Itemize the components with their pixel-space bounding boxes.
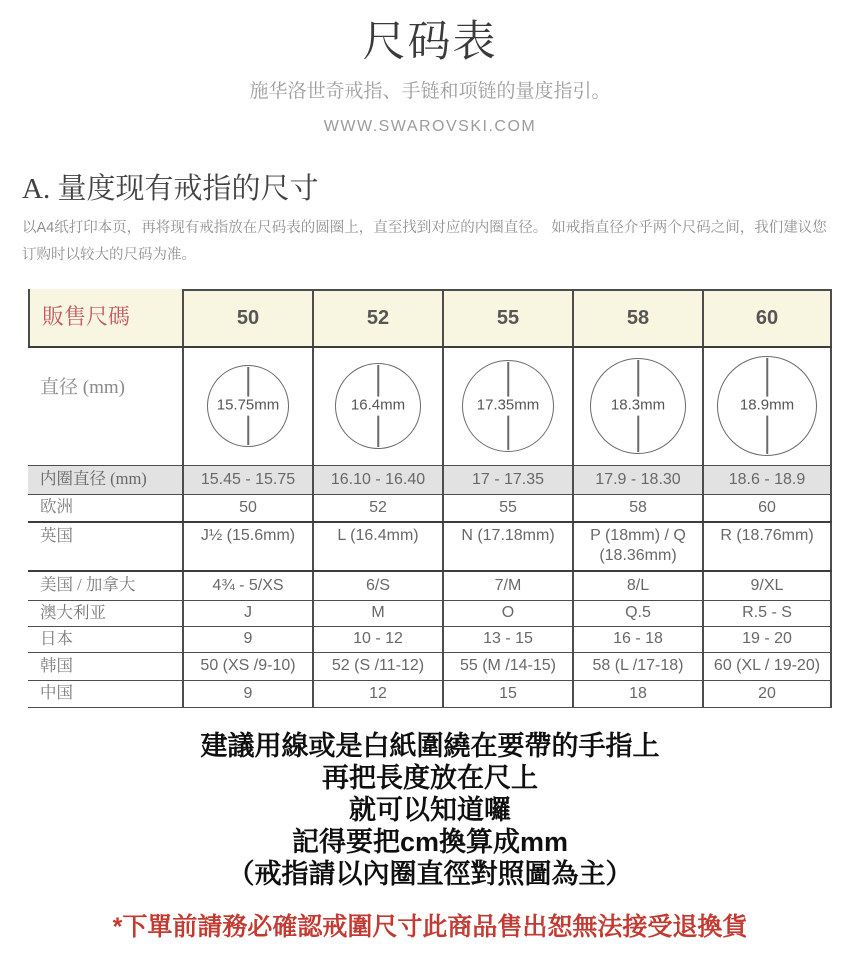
row-diameter-circles [28, 348, 832, 466]
tip-line: 就可以知道囉 [349, 794, 511, 825]
diameter-cell [312, 348, 442, 465]
diameter-cell [182, 348, 312, 465]
size-value-cell: R (18.76mm) [702, 523, 832, 570]
size-value-cell: L (16.4mm) [312, 523, 442, 570]
row-uk [28, 523, 832, 572]
diameter-cell [572, 348, 702, 465]
size-col-header: 60 [702, 289, 832, 346]
row-label: 澳大利亚 [40, 602, 106, 622]
size-value-cell: 18 [572, 681, 702, 707]
row-label: 韩国 [40, 655, 73, 675]
ring-circle-diagram [717, 356, 817, 456]
page-header [0, 0, 860, 136]
row-label: 英国 [40, 525, 73, 545]
size-value-cell: 19 - 20 [702, 627, 832, 652]
row-label: 日本 [40, 628, 73, 648]
diameter-value: 18.3mm [610, 396, 666, 414]
size-col-header: 50 [182, 289, 312, 346]
tip-line: 記得要把cm換算成mm [291, 826, 569, 857]
page-title: 尺码表 [362, 19, 498, 66]
diameter-cell [442, 348, 572, 465]
size-value-cell: 50 [182, 495, 312, 521]
ring-circle-diagram [335, 363, 421, 449]
diameter-label: 直径 (mm) [40, 376, 125, 398]
row-label: 美国 / 加拿大 [40, 575, 136, 595]
page-subtitle: 施华洛世奇戒指、手链和项链的量度指引。 [249, 81, 611, 102]
size-value-cell: 13 - 15 [442, 627, 572, 652]
size-value-cell: 50 (XS /9-10) [182, 653, 312, 680]
row-sales-sizes [28, 289, 832, 348]
size-value-cell: 12 [312, 681, 442, 707]
size-value-cell: J½ (15.6mm) [182, 523, 312, 570]
row-us-canada [28, 572, 832, 601]
tip-line: 再把長度放在尺上 [322, 762, 538, 793]
size-value-cell: 15 [442, 681, 572, 707]
size-value-cell: 4¾ - 5/XS [182, 572, 312, 600]
size-value-cell: Q.5 [572, 601, 702, 626]
size-value-cell: 10 - 12 [312, 627, 442, 652]
size-value-cell: 8/L [572, 572, 702, 600]
row-label: 内圈直径 (mm) [40, 469, 147, 489]
size-value-cell: 9/XL [702, 572, 832, 600]
size-table [28, 289, 832, 708]
diameter-value: 17.35mm [476, 396, 540, 414]
diameter-value: 18.9mm [739, 396, 795, 414]
size-value-cell: 52 [312, 495, 442, 521]
size-value-cell: 17 - 17.35 [442, 466, 572, 494]
size-value-cell: 15.45 - 15.75 [182, 466, 312, 494]
size-value-cell: 60 [702, 495, 832, 521]
size-value-cell: 52 (S /11-12) [312, 653, 442, 680]
website-url: WWW.SWAROVSKI.COM [323, 118, 537, 135]
row-korea [28, 653, 832, 681]
size-value-cell: 17.9 - 18.30 [572, 466, 702, 494]
diameter-value: 16.4mm [350, 396, 406, 414]
size-value-cell: 16.10 - 16.40 [312, 466, 442, 494]
row-europe [28, 495, 832, 523]
size-value-cell: 16 - 18 [572, 627, 702, 652]
measuring-tips [0, 730, 860, 890]
row-label: 中国 [40, 683, 73, 703]
diameter-cell [702, 348, 832, 465]
tip-line: （戒指請以內圈直徑對照圖為主） [227, 858, 633, 889]
section-a [22, 166, 836, 269]
ring-circle-diagram [590, 358, 686, 454]
section-a-instructions: 以A4纸打印本页，再将现有戒指放在尺码表的圆圈上，直至找到对应的内圈直径。 如戒指直径介乎两个尺码之间，我们建议您订购时以较大的尺码为准。 [22, 220, 827, 263]
size-value-cell: 9 [182, 681, 312, 707]
size-value-cell: N (17.18mm) [442, 523, 572, 570]
section-a-heading: A. 量度现有戒指的尺寸 [22, 173, 319, 205]
row-label: 欧洲 [40, 497, 73, 517]
diameter-value: 15.75mm [216, 396, 280, 414]
size-value-cell: 7/M [442, 572, 572, 600]
size-value-cell: 58 [572, 495, 702, 521]
size-value-cell: J [182, 601, 312, 626]
row-china [28, 681, 832, 708]
size-value-cell: 9 [182, 627, 312, 652]
size-value-cell: 60 (XL / 19-20) [702, 653, 832, 680]
sales-size-label: 販售尺碼 [28, 289, 182, 346]
size-value-cell: M [312, 601, 442, 626]
size-col-header: 58 [572, 289, 702, 346]
size-value-cell: 6/S [312, 572, 442, 600]
size-value-cell: P (18mm) / Q (18.36mm) [572, 523, 702, 570]
size-value-cell: 55 [442, 495, 572, 521]
size-value-cell: 20 [702, 681, 832, 707]
size-value-cell: O [442, 601, 572, 626]
ring-circle-diagram [462, 360, 554, 452]
row-japan [28, 627, 832, 653]
size-value-cell: 18.6 - 18.9 [702, 466, 832, 494]
row-australia [28, 601, 832, 627]
tip-line: 建議用線或是白紙圍繞在要帶的手指上 [200, 730, 660, 761]
row-inner-diameter [28, 466, 832, 495]
size-value-cell: R.5 - S [702, 601, 832, 626]
size-col-header: 52 [312, 289, 442, 346]
no-return-warning: *下單前請務必確認戒圍尺寸此商品售出恕無法接受退換貨 [112, 912, 748, 941]
size-value-cell: 58 (L /17-18) [572, 653, 702, 680]
ring-circle-diagram [207, 365, 289, 447]
size-col-header: 55 [442, 289, 572, 346]
size-value-cell: 55 (M /14-15) [442, 653, 572, 680]
